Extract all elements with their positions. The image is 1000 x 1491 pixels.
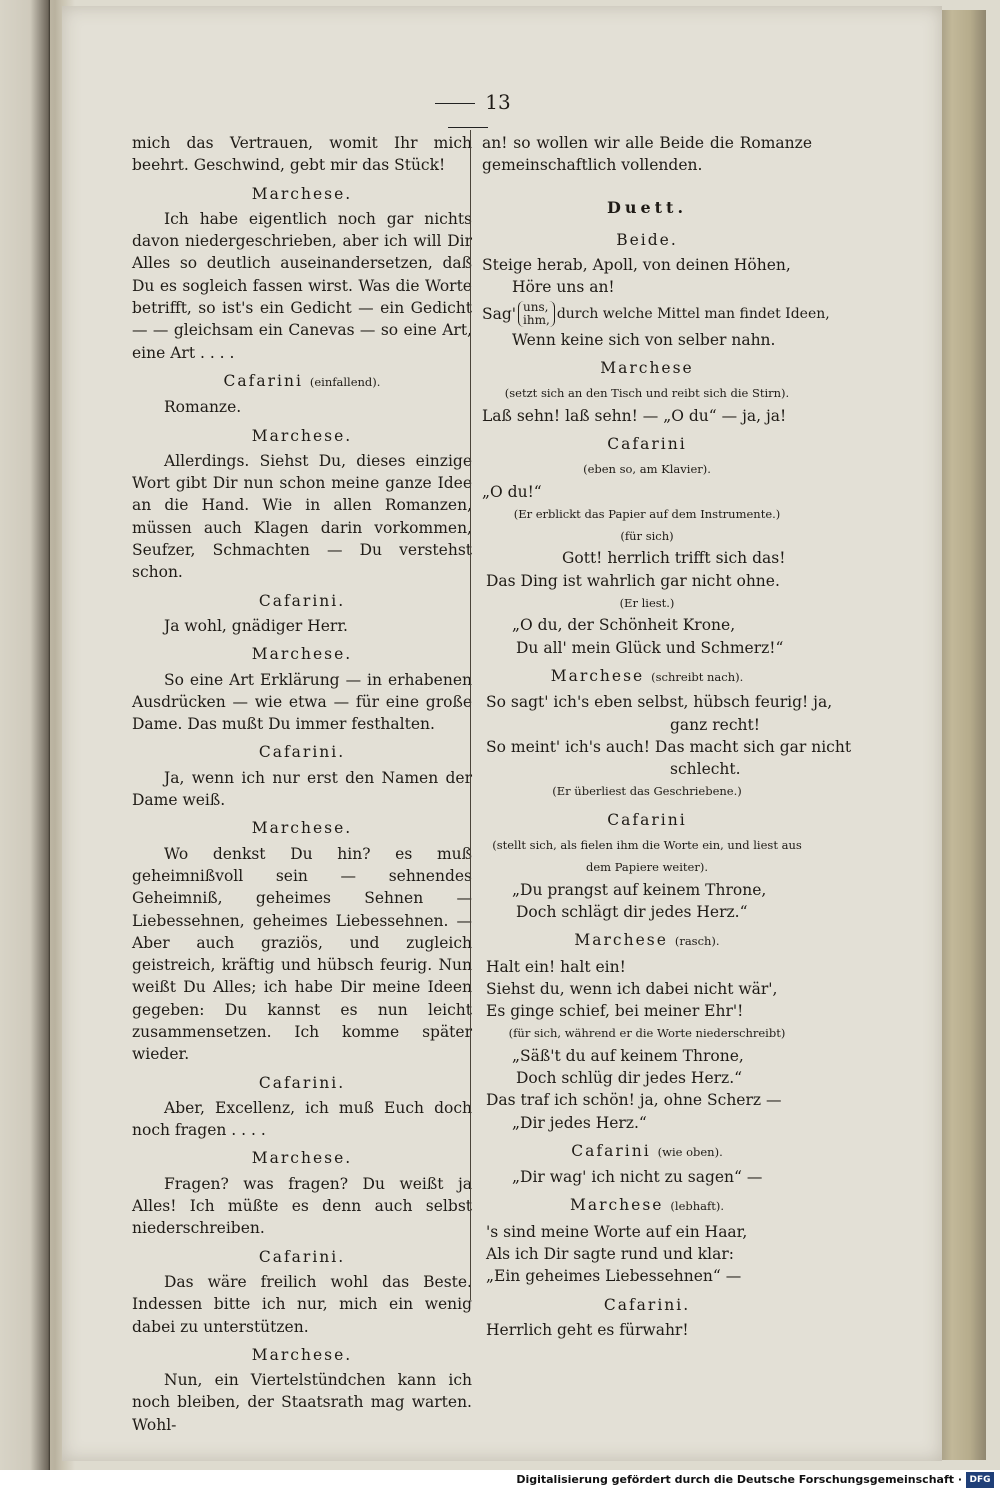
verse-line: „O du!“ bbox=[482, 482, 542, 501]
paragraph: Ich habe eigentlich noch gar nichts davon niedergeschrieben, aber ich will Dir Alles so deutlich auseinandersetzen, daß Du es sogleich fassen wirst. Was die Worte betrifft, so ist's ein Gedicht — ein Gedicht — — gleichsam ein Canevas — so eine Art, eine Art . . . . bbox=[132, 209, 472, 362]
speaker-name: Marchese bbox=[574, 931, 668, 950]
paragraph: So eine Art Erklärung — in erhabenen Ausdrücken — wie etwa — für eine große Dame. Das mußt Du immer festhalten. bbox=[132, 670, 472, 734]
verse-line: So meint' ich's auch! Das macht sich gar nicht bbox=[486, 737, 852, 756]
verse-line: schlecht. bbox=[670, 760, 741, 779]
stage-direction: (setzt sich an den Tisch und reibt sich die Stirn). bbox=[504, 386, 790, 401]
speaker-name: Cafarini. bbox=[258, 1073, 346, 1092]
verse-line: Das traf ich schön! ja, ohne Scherz — bbox=[486, 1091, 782, 1110]
facing-page-edge bbox=[0, 0, 50, 1470]
speaker-label bbox=[132, 1072, 472, 1094]
paragraph: Romanze. bbox=[164, 398, 242, 417]
speaker-name: Marchese. bbox=[251, 184, 353, 203]
stage-direction: (schreibt nach). bbox=[651, 669, 744, 684]
stage-direction: (wie oben). bbox=[657, 1144, 723, 1159]
speaker-name: Marchese bbox=[550, 666, 645, 685]
speaker-name: Cafarini. bbox=[258, 1247, 346, 1266]
speaker-label: Beide. bbox=[616, 230, 678, 249]
paragraph: Ja, wenn ich nur erst den Namen der Dame weiß. bbox=[132, 768, 472, 810]
verse-line: „Du prangst auf keinem Throne, bbox=[512, 880, 767, 899]
stage-direction: (Er erblickt das Papier auf dem Instrumente.) bbox=[513, 506, 781, 521]
speaker-name: Cafarini. bbox=[258, 591, 346, 610]
verse-prefix: Sag' bbox=[482, 304, 517, 323]
verse-suffix: durch welche Mittel man findet Ideen, bbox=[556, 305, 830, 322]
verse-line: Siehst du, wenn ich dabei nicht wär', bbox=[486, 979, 778, 998]
stage-direction: (lebhaft). bbox=[670, 1199, 725, 1214]
speaker-label bbox=[132, 1147, 472, 1169]
footer-credit: Digitalisierung gefördert durch die Deutsche Forschungsgemeinschaft · bbox=[516, 1473, 962, 1486]
brace-options bbox=[518, 301, 555, 327]
speaker-name: Marchese. bbox=[251, 1149, 353, 1168]
brace-option: ihm, bbox=[523, 312, 550, 327]
verse-line: 's sind meine Worte auf ein Haar, bbox=[486, 1222, 748, 1241]
verse-line: Höre uns an! bbox=[512, 278, 615, 297]
speaker-label bbox=[482, 809, 812, 831]
speaker-label bbox=[132, 741, 472, 763]
column-rule bbox=[470, 130, 471, 1300]
speaker-name: Marchese bbox=[600, 359, 694, 378]
verse-line: Doch schlägt dir jedes Herz.“ bbox=[516, 902, 748, 921]
speaker-label bbox=[132, 590, 472, 612]
page-stack-edge bbox=[940, 10, 986, 1460]
verse-line: Gott! herrlich trifft sich das! bbox=[562, 549, 786, 568]
verse-line: Es ginge schief, bei meiner Ehr'! bbox=[486, 1002, 744, 1021]
paragraph: an! so wollen wir alle Beide die Romanze gemeinschaftlich vollenden. bbox=[482, 134, 812, 175]
paragraph: Das wäre freilich wohl das Beste. Indessen bitte ich nur, mich ein wenig dabei zu unterstützen. bbox=[132, 1272, 472, 1336]
stage-direction: (einfallend). bbox=[309, 374, 381, 389]
verse-line: Als ich Dir sagte rund und klar: bbox=[486, 1245, 735, 1264]
verse-line: ganz recht! bbox=[670, 715, 760, 734]
speaker-label bbox=[132, 425, 472, 447]
dfg-logo: DFG bbox=[966, 1472, 994, 1488]
verse-line: Du all' mein Glück und Schmerz!“ bbox=[516, 638, 784, 657]
verse-line: „O du, der Schönheit Krone, bbox=[512, 616, 736, 635]
speaker-name: Cafarini bbox=[571, 1141, 651, 1160]
right-column bbox=[482, 132, 852, 1341]
speaker-name: Marchese bbox=[569, 1196, 664, 1215]
verse-line: Doch schlüg dir jedes Herz.“ bbox=[516, 1068, 743, 1087]
speaker-name: Marchese. bbox=[251, 1345, 353, 1364]
verse-line: Das Ding ist wahrlich gar nicht ohne. bbox=[486, 571, 780, 590]
speaker-label bbox=[482, 665, 812, 688]
speaker-label bbox=[482, 1194, 812, 1217]
speaker-label bbox=[132, 1246, 472, 1268]
brace-option: uns, bbox=[523, 299, 549, 314]
speaker-label bbox=[482, 1140, 812, 1163]
speaker-label bbox=[482, 929, 812, 952]
paragraph: Nun, ein Viertelstündchen kann ich noch bleiben, der Staatsrath mag warten. Wohl- bbox=[132, 1371, 472, 1434]
stage-direction: (stellt sich, als fielen ihm die Worte ein, und liest aus dem Papiere weiter). bbox=[492, 838, 802, 875]
stage-direction: (für sich, während er die Worte niederschreibt) bbox=[508, 1026, 786, 1041]
page-number: 13 bbox=[396, 90, 540, 138]
duet-heading: Duett. bbox=[606, 197, 688, 217]
verse-line: Wenn keine sich von selber nahn. bbox=[512, 330, 776, 349]
paragraph: mich das Vertrauen, womit Ihr mich beehrt. Geschwind, gebt mir das Stück! bbox=[132, 134, 472, 175]
stage-direction: (Er überliest das Geschriebene.) bbox=[552, 784, 742, 799]
speaker-label bbox=[482, 1294, 812, 1316]
paragraph: Aber, Excellenz, ich muß Euch doch noch fragen . . . . bbox=[132, 1098, 472, 1140]
speaker-label bbox=[132, 370, 472, 393]
speaker-label bbox=[132, 1344, 472, 1366]
paragraph: Wo denkst Du hin? es muß geheimnißvoll sein — sehnendes Geheimniß, geheimes Sehnen — Liebessehnen, geheimes Liebessehnen. — Aber auch graziös, und zugleich geistreich, kräftig und hübsch feurig. Nun weißt Du Alles; ich habe Dir meine Ideen gegeben: Du kannst es nun leicht zusammensetzen. Ich komme später wieder. bbox=[132, 844, 472, 1064]
stage-direction: (für sich) bbox=[620, 529, 674, 544]
speaker-label bbox=[132, 643, 472, 665]
verse-line: So sagt' ich's eben selbst, hübsch feurig! ja, bbox=[486, 693, 833, 712]
speaker-name: Marchese. bbox=[251, 645, 353, 664]
paragraph: Allerdings. Siehst Du, dieses einzige Wort gibt Dir nun schon meine ganze Idee an die Hand. Wie in allen Romanzen, müssen auch Klagen darin vorkommen, Seufzer, Schmachten — Du verstehst schon. bbox=[132, 451, 472, 582]
verse-line: „Dir wag' ich nicht zu sagen“ — bbox=[512, 1168, 763, 1187]
speaker-name: Marchese. bbox=[251, 819, 353, 838]
stage-direction: (Er liest.) bbox=[619, 596, 675, 611]
speaker-label bbox=[482, 357, 812, 379]
verse-line: Laß sehn! laß sehn! — „O du“ — ja, ja! bbox=[482, 406, 787, 425]
stage-direction: (rasch). bbox=[674, 934, 720, 949]
speaker-name: Cafarini bbox=[607, 810, 687, 829]
footer-bar bbox=[0, 1470, 1000, 1491]
stage-direction: (eben so, am Klavier). bbox=[583, 462, 711, 477]
verse-line: Steige herab, Apoll, von deinen Höhen, bbox=[482, 256, 791, 275]
speaker-name: Cafarini. bbox=[258, 743, 346, 762]
speaker-label bbox=[132, 817, 472, 839]
speaker-label bbox=[132, 183, 472, 205]
speaker-name: Marchese. bbox=[251, 426, 353, 445]
verse-line: „Säß't du auf keinem Throne, bbox=[512, 1046, 744, 1065]
verse-line: „Dir jedes Herz.“ bbox=[512, 1113, 647, 1132]
speaker-name: Cafarini. bbox=[603, 1295, 691, 1314]
left-column bbox=[132, 132, 472, 1436]
verse-line: „Ein geheimes Liebessehnen“ — bbox=[486, 1267, 742, 1286]
paragraph: Fragen? was fragen? Du weißt ja Alles! Ich müßte es denn auch selbst niederschreiben. bbox=[132, 1174, 472, 1238]
speaker-name: Cafarini bbox=[607, 434, 687, 453]
verse-line: Herrlich geht es fürwahr! bbox=[486, 1320, 689, 1339]
verse-line: Halt ein! halt ein! bbox=[486, 957, 626, 976]
speaker-label bbox=[482, 433, 812, 455]
speaker-name: Cafarini bbox=[223, 371, 303, 390]
paragraph: Ja wohl, gnädiger Herr. bbox=[164, 616, 348, 635]
verse-line-brace bbox=[482, 299, 830, 327]
